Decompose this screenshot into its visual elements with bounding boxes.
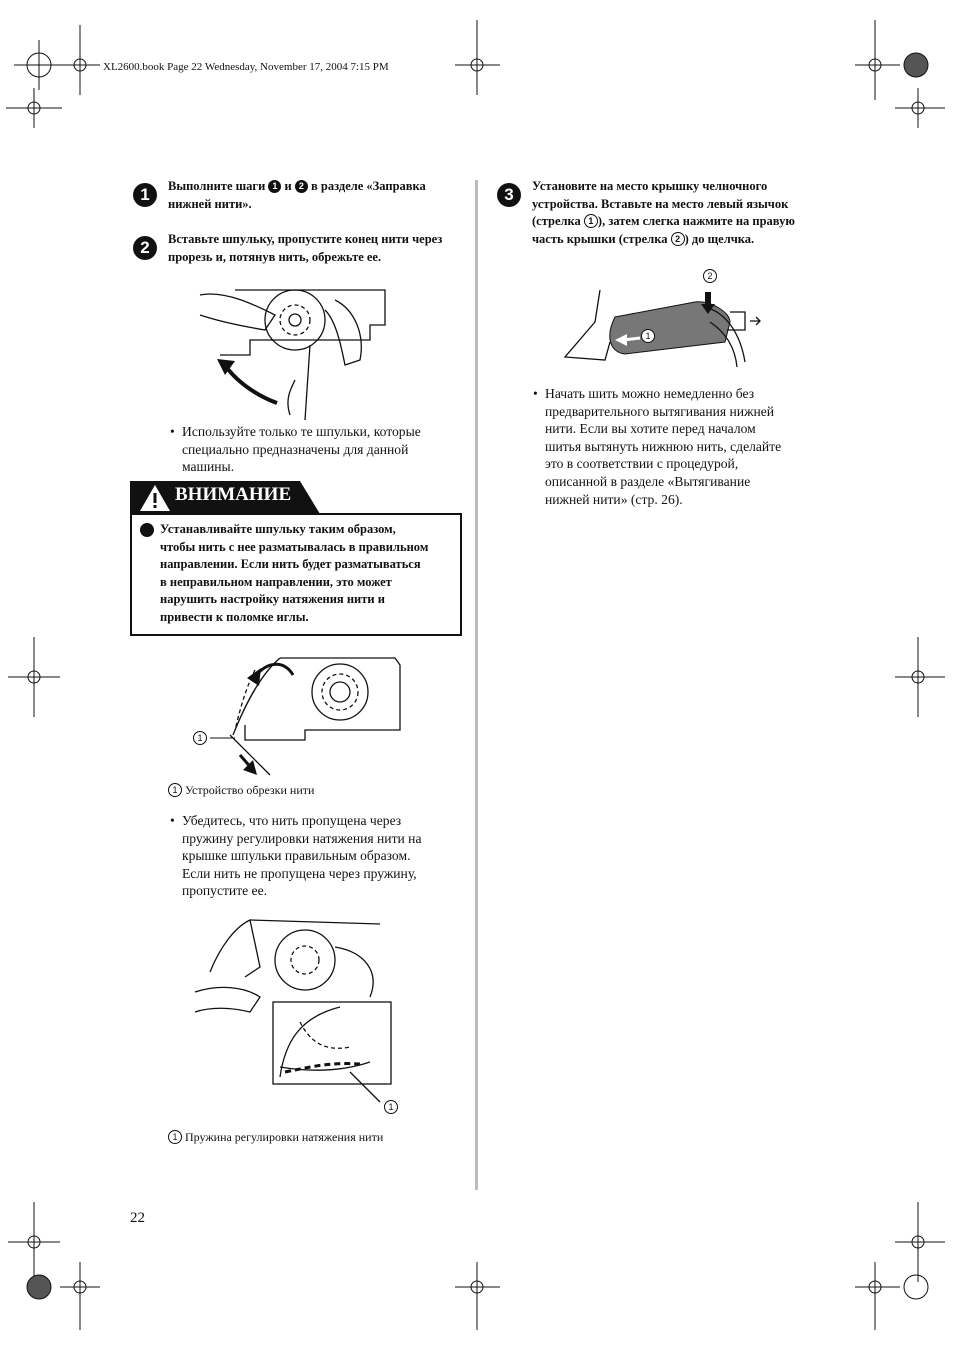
bobbin-cover-illustration <box>555 282 765 372</box>
step-ref-1: 1 <box>268 180 281 193</box>
callout-1-cutter: 1 <box>193 731 207 745</box>
bobbin-insert-illustration <box>195 285 395 425</box>
bullet-tension-spring: • Убедитесь, что нить пропущена через пружину регулировки натяжения нити на крышке шпульки правильным образом. Если нить не пропущена через пружину, пропустите ее. <box>170 813 422 899</box>
caution-title: ВНИМАНИЕ <box>175 484 292 505</box>
step-2-number: 2 <box>133 236 157 260</box>
callout-1-spring: 1 <box>384 1100 398 1114</box>
caution-bullet <box>140 523 154 537</box>
thread-cutter-illustration <box>185 650 405 780</box>
bullet-bobbin-note: • Используйте только те шпульки, которые специально предназначены для данной машины. <box>170 424 421 475</box>
figure-3-caption: 1 Пружина регулировки натяжения нити <box>168 1130 383 1145</box>
callout-2-cover: 2 <box>703 269 717 283</box>
step-3-number: 3 <box>497 183 521 207</box>
tension-spring-illustration <box>190 912 405 1117</box>
file-header: XL2600.book Page 22 Wednesday, November 17, 2004 7:15 PM <box>103 61 389 73</box>
column-divider <box>475 180 478 1190</box>
bullet-start-sewing: • Начать шить можно немедленно без предварительного вытягивания нижней нити. Если вы хотите перед началом шитья вытянуть нижнюю нить, сделайте это в соответствии с процедурой, описанной в разделе «Вытягивание нижней нити» (стр. 26). <box>533 386 782 507</box>
step-2-text: Вставьте шпульку, пропустите конец нити через прорезь и, потянув нить, обрежьте ее. <box>168 232 443 264</box>
page-number: 22 <box>130 1210 145 1226</box>
figure-2-caption: 1 Устройство обрезки нити <box>168 783 314 798</box>
callout-1-cover: 1 <box>641 329 655 343</box>
step-ref-2: 2 <box>295 180 308 193</box>
step-1-number: 1 <box>133 183 157 207</box>
step-3-text: Установите на место крышку челночного устройства. Вставьте на место левый язычок (стрелка 1 ), затем слегка нажмите на правую часть крышки (стрелка 2 ) до щелчка. <box>532 179 795 246</box>
caution-text: Устанавливайте шпульку таким образом, чтобы нить с нее разматывалась в правильном направлении. Если нить будет разматываться в неправильном направлении, это может нарушить настройку натяжения нити и привести к поломке иглы. <box>160 522 429 624</box>
step-1-text: Выполните шаги 1 и 2 в разделе «Заправка нижней нити». <box>168 179 426 211</box>
